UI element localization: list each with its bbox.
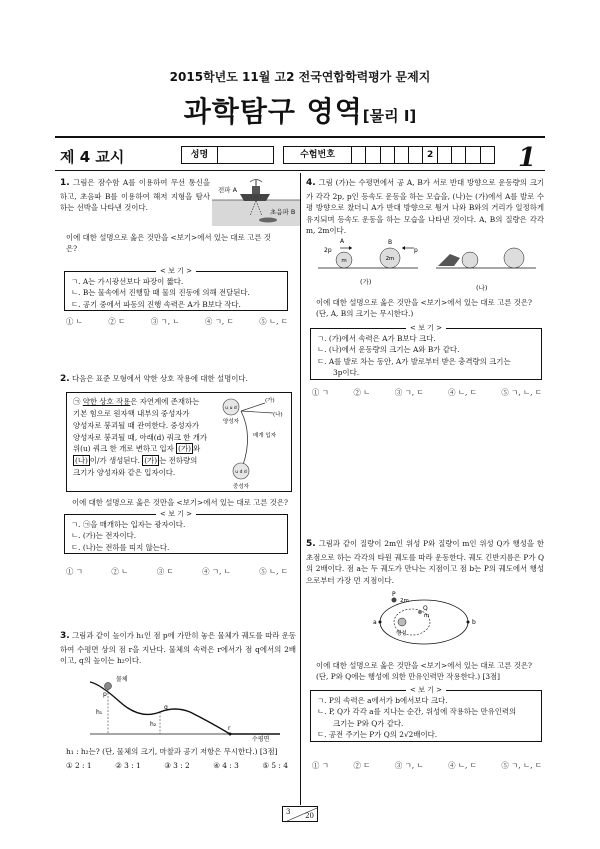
answer-choice[interactable]: ④ ㄴ, ㄷ bbox=[448, 388, 477, 397]
bogi-item: ㄱ. A는 가시광선보다 파장이 짧다. bbox=[71, 277, 184, 286]
question-2-passage-box bbox=[66, 392, 292, 492]
question-stem: 다음은 표준 모형에서 약한 상호 작용에 대한 설명이다. bbox=[72, 374, 248, 383]
mass-2m-label: 2m bbox=[385, 256, 395, 262]
question-number: 3. bbox=[60, 631, 70, 641]
answer-choice[interactable]: ⑤ 5 : 4 bbox=[262, 761, 288, 770]
exam-cell: 2 bbox=[423, 147, 437, 163]
question-2-text bbox=[60, 373, 290, 387]
exam-cell bbox=[381, 147, 395, 163]
blank-ga: (가) bbox=[178, 444, 192, 454]
underlined-term: 약한 상호 작용 bbox=[82, 397, 131, 406]
answer-choice[interactable]: ① ㄱ bbox=[66, 567, 83, 576]
ball-a-label: A bbox=[340, 238, 345, 245]
exam-number-field bbox=[283, 146, 495, 164]
answer-choice[interactable]: ① ㄱ bbox=[312, 388, 329, 397]
question-stem: 그림과 같이 질량이 2m인 위성 P와 질량이 m인 위성 Q가 행성을 한 초점으로 하는 각각의 타원 궤도를 따라 운동한다. 궤도 긴반지름은 P가 Q의 2배이다. 점 a는 두 궤도가 만나는 지점이고 점 b는 P의 궤도에서 행성으로부터 가장 먼 지점이다. bbox=[306, 539, 544, 585]
question-stem: 그림 (가)는 수평면에서 공 A, B가 서로 반대 방향으로 운동량의 크기가 각각 2p, p인 등속도 운동을 하는 모습을, (나)는 (가)에서 A를 발로 수평 방향으로 찼더니 A가 반대 방향으로 튕겨 나와 B와의 거리가 일정하게 유지되며 등속도 운동을 하는 모습을 나타낸 것이다. A, B의 질량은 각각 m, 2m이다. bbox=[306, 178, 544, 236]
beta-decay-figure bbox=[213, 395, 291, 491]
header-rule bbox=[55, 136, 545, 138]
name-field bbox=[181, 146, 274, 164]
question-3-choices bbox=[66, 760, 288, 771]
answer-choice[interactable]: ③ ㄷ bbox=[156, 567, 174, 576]
answer-choice[interactable]: ② ㄷ bbox=[353, 761, 371, 770]
period-label: 제 4 교시 bbox=[60, 148, 125, 166]
answer-choice[interactable]: ⑤ ㄴ, ㄷ bbox=[259, 317, 288, 326]
bogi-title: < 보 기 > bbox=[156, 266, 196, 277]
question-4-choices bbox=[312, 387, 542, 398]
question-2-ask: 이에 대한 설명으로 옳은 것만을 <보기>에서 있는 대로 고른 것은? bbox=[72, 498, 288, 507]
answer-choice[interactable]: ① 2 : 1 bbox=[66, 761, 92, 770]
point-p-label: p bbox=[103, 691, 107, 698]
name-value bbox=[218, 147, 273, 163]
figure-ga-label: (가) bbox=[360, 278, 372, 286]
proton-label: 양성자 bbox=[223, 419, 239, 425]
point-r-label: r bbox=[228, 725, 231, 732]
page-indicator bbox=[282, 806, 318, 822]
question-2-bogi bbox=[64, 510, 288, 554]
bogi-title: < 보 기 > bbox=[156, 509, 196, 520]
column-divider bbox=[300, 173, 301, 805]
answer-choice[interactable]: ④ ㄱ, ㄷ bbox=[205, 317, 234, 326]
exam-cell bbox=[481, 147, 494, 163]
bogi-item: ㄷ. 공기 중에서 파동의 진행 속력은 A가 B보다 작다. bbox=[71, 299, 241, 309]
exam-cell bbox=[452, 147, 466, 163]
point-a-label: a bbox=[373, 619, 377, 626]
bogi-item: ㄴ. P, Q가 각각 a를 지나는 순간, 위성에 작용하는 만유인력의 bbox=[317, 707, 517, 717]
satellite-q-label: Q bbox=[423, 605, 428, 612]
answer-choice[interactable]: ③ ㄱ, ㄴ bbox=[394, 761, 424, 770]
svg-text:u u d: u u d bbox=[225, 406, 237, 411]
answer-choice[interactable]: ③ 3 : 2 bbox=[164, 761, 190, 770]
ultrasound-label: 초음파 B bbox=[270, 208, 296, 216]
height-h2-label: h₂ bbox=[150, 721, 157, 728]
question-5-bogi bbox=[310, 686, 542, 742]
planet-label: 행성 bbox=[396, 631, 407, 637]
ball-collision-figure bbox=[318, 238, 538, 294]
bogi-item: ㄱ. (가)에서 속력은 A가 B보다 크다. bbox=[317, 334, 436, 343]
total-pages: 20 bbox=[305, 812, 314, 821]
question-number: 5. bbox=[306, 539, 316, 549]
answer-choice[interactable]: ⑤ ㄴ, ㄷ bbox=[259, 567, 288, 576]
exam-number-label: 수험번호 bbox=[284, 147, 352, 163]
answer-choice[interactable]: ② 3 : 1 bbox=[115, 761, 141, 770]
bogi-item: ㄴ. (가)는 전자이다. bbox=[71, 531, 137, 541]
exam-title: 2015학년도 11월 고2 전국연합학력평가 문제지 bbox=[169, 70, 431, 84]
blank-ga: (가) bbox=[144, 456, 158, 466]
momentum-2p-label: 2p bbox=[324, 247, 332, 254]
question-4-bogi bbox=[310, 324, 542, 380]
answer-choice[interactable]: ④ 4 : 3 bbox=[213, 761, 239, 770]
header-bottom-rule bbox=[55, 170, 545, 171]
mediator-label: 매개 입자 bbox=[253, 433, 277, 439]
passage-text: ㉠ 약한 상호 작용은 자연계에 존재하는 기본 힘으로 원자핵 내부의 중성자가 양성자로 붕괴될 때 관여한다. 중성자가 양성자로 붕괴될 때, 아래(d) 쿼크 한 개가 위(u) 쿼크 한 개로 변하고 입자 (가) 와 (나) 이/가 생성된다. (가) 는 전하량의 크기가 양성자와 같은 입자이다. bbox=[73, 397, 208, 478]
answer-choice[interactable]: ④ ㄱ, ㄴ bbox=[202, 567, 231, 576]
exam-cell bbox=[395, 147, 409, 163]
bogi-item: ㄱ. P의 속력은 a에서가 b에서보다 크다. bbox=[317, 696, 448, 705]
page-number: 1 bbox=[518, 143, 537, 173]
bogi-item: ㄷ. 공전 주기는 P가 Q의 2√2배이다. bbox=[317, 730, 438, 740]
momentum-p-label: p bbox=[414, 247, 418, 254]
question-number: 4. bbox=[306, 178, 316, 188]
svg-text:u d d: u d d bbox=[235, 470, 247, 475]
subject-title bbox=[0, 90, 600, 133]
object-label: 물체 bbox=[116, 676, 128, 683]
name-label: 성명 bbox=[182, 147, 218, 163]
bogi-item: ㄷ. A를 발로 차는 동안, A가 발로부터 받은 충격량의 크기는 bbox=[317, 356, 511, 366]
ship-submarine-figure bbox=[212, 180, 300, 226]
question-5-choices bbox=[312, 760, 542, 771]
question-5-ask: 이에 대한 설명으로 옳은 것만을 <보기>에서 있는 대로 고른 것은? (단, P와 Q에는 행성에 의한 만유인력만 작용한다.) [3점] bbox=[316, 661, 532, 682]
ground-label: 수평면 bbox=[252, 736, 270, 743]
exam-cell bbox=[352, 147, 366, 163]
answer-choice[interactable]: ⑤ ㄱ, ㄴ, ㄷ bbox=[501, 761, 542, 770]
question-1-bogi bbox=[64, 267, 288, 311]
point-q-label: q bbox=[164, 704, 168, 711]
question-5-text bbox=[306, 538, 544, 586]
question-4-ask: 이에 대한 설명으로 옳은 것만을 <보기>에서 있는 대로 고른 것은? (단, A, B의 크기는 무시한다.) bbox=[316, 298, 532, 319]
ball-b-label: B bbox=[388, 239, 393, 246]
bogi-item: ㄱ. ㉠을 매개하는 입자는 광자이다. bbox=[71, 520, 186, 529]
answer-choice[interactable]: ① ㄴ bbox=[66, 317, 83, 326]
section-name: 과학탐구 영역 bbox=[183, 95, 363, 128]
subject-name: [물리 I] bbox=[362, 107, 417, 125]
question-stem: 그림은 잠수함 A를 이용하여 무선 통신을 하고, 초음파 B를 이용하여 해저 지형을 탐사하는 선박을 나타낸 것이다. bbox=[60, 178, 210, 213]
bogi-item: ㄷ. (나)는 전하를 띠지 않는다. bbox=[71, 542, 170, 552]
mass-m-label: m bbox=[341, 258, 347, 264]
neutron-label: 중성자 bbox=[233, 484, 249, 490]
answer-choice[interactable]: ④ ㄴ, ㄷ bbox=[448, 761, 477, 770]
question-number: 1. bbox=[60, 178, 70, 188]
height-h1-label: h₁ bbox=[96, 709, 103, 716]
answer-choice[interactable]: ⑤ ㄱ, ㄴ, ㄷ bbox=[501, 388, 542, 397]
current-page: 3 bbox=[286, 808, 291, 816]
radio-wave-label: 전파 A bbox=[218, 186, 238, 194]
orbit-figure bbox=[372, 590, 492, 650]
bogi-item: 크기는 P와 Q가 같다. bbox=[333, 718, 404, 728]
mass-2m-label: 2m bbox=[400, 598, 409, 604]
question-1-ask: 이에 대한 설명으로 옳은 것만을 <보기>에서 있는 대로 고른 것은? bbox=[66, 233, 271, 254]
exam-cell bbox=[466, 147, 480, 163]
mass-m-label: m bbox=[424, 613, 430, 619]
bogi-item: ㄴ. B는 물속에서 진행할 때 물의 진동에 의해 전달된다. bbox=[71, 288, 250, 298]
bogi-title: < 보 기 > bbox=[406, 685, 446, 696]
track-figure bbox=[80, 672, 285, 742]
bogi-item: ㄴ. (나)에서 운동량의 크기는 A와 B가 같다. bbox=[317, 345, 460, 355]
question-number: 2. bbox=[60, 374, 70, 384]
question-1-text bbox=[60, 177, 210, 214]
answer-choice[interactable]: ③ ㄱ, ㄴ bbox=[150, 317, 180, 326]
answer-choice[interactable]: ② ㄷ bbox=[108, 317, 126, 326]
na-label: (나) bbox=[273, 412, 283, 418]
satellite-p-label: P bbox=[392, 591, 396, 598]
bogi-item: 3p이다. bbox=[333, 368, 360, 378]
answer-choice[interactable]: ② ㄴ bbox=[353, 388, 371, 397]
point-b-label: b bbox=[472, 619, 476, 626]
question-4-text bbox=[306, 177, 544, 237]
exam-cell bbox=[409, 147, 423, 163]
exam-cell bbox=[438, 147, 452, 163]
answer-choice[interactable]: ② ㄴ bbox=[111, 567, 129, 576]
bogi-title: < 보 기 > bbox=[406, 323, 446, 334]
question-3-ask: h₁ : h₂는? (단, 물체의 크기, 마찰과 공기 저항은 무시한다.) [3점] bbox=[66, 747, 278, 756]
question-1-choices bbox=[66, 316, 288, 327]
figure-na-label: (나) bbox=[476, 284, 488, 292]
answer-choice[interactable]: ① ㄱ bbox=[312, 761, 329, 770]
question-2-choices bbox=[66, 566, 288, 577]
answer-choice[interactable]: ③ ㄱ, ㄷ bbox=[394, 388, 424, 397]
question-stem: 그림과 같이 높이가 h₁인 점 p에 가만히 놓은 물체가 궤도를 따라 운동하여 수평면 상의 점 r을 지난다. 물체의 속력은 r에서가 점 q에서의 2배이고, q의 높이는 h₂이다. bbox=[60, 631, 296, 666]
exam-cell bbox=[366, 147, 380, 163]
ga-label: (가) bbox=[265, 398, 275, 404]
blank-na: (나) bbox=[75, 456, 88, 466]
question-3-text bbox=[60, 630, 296, 667]
